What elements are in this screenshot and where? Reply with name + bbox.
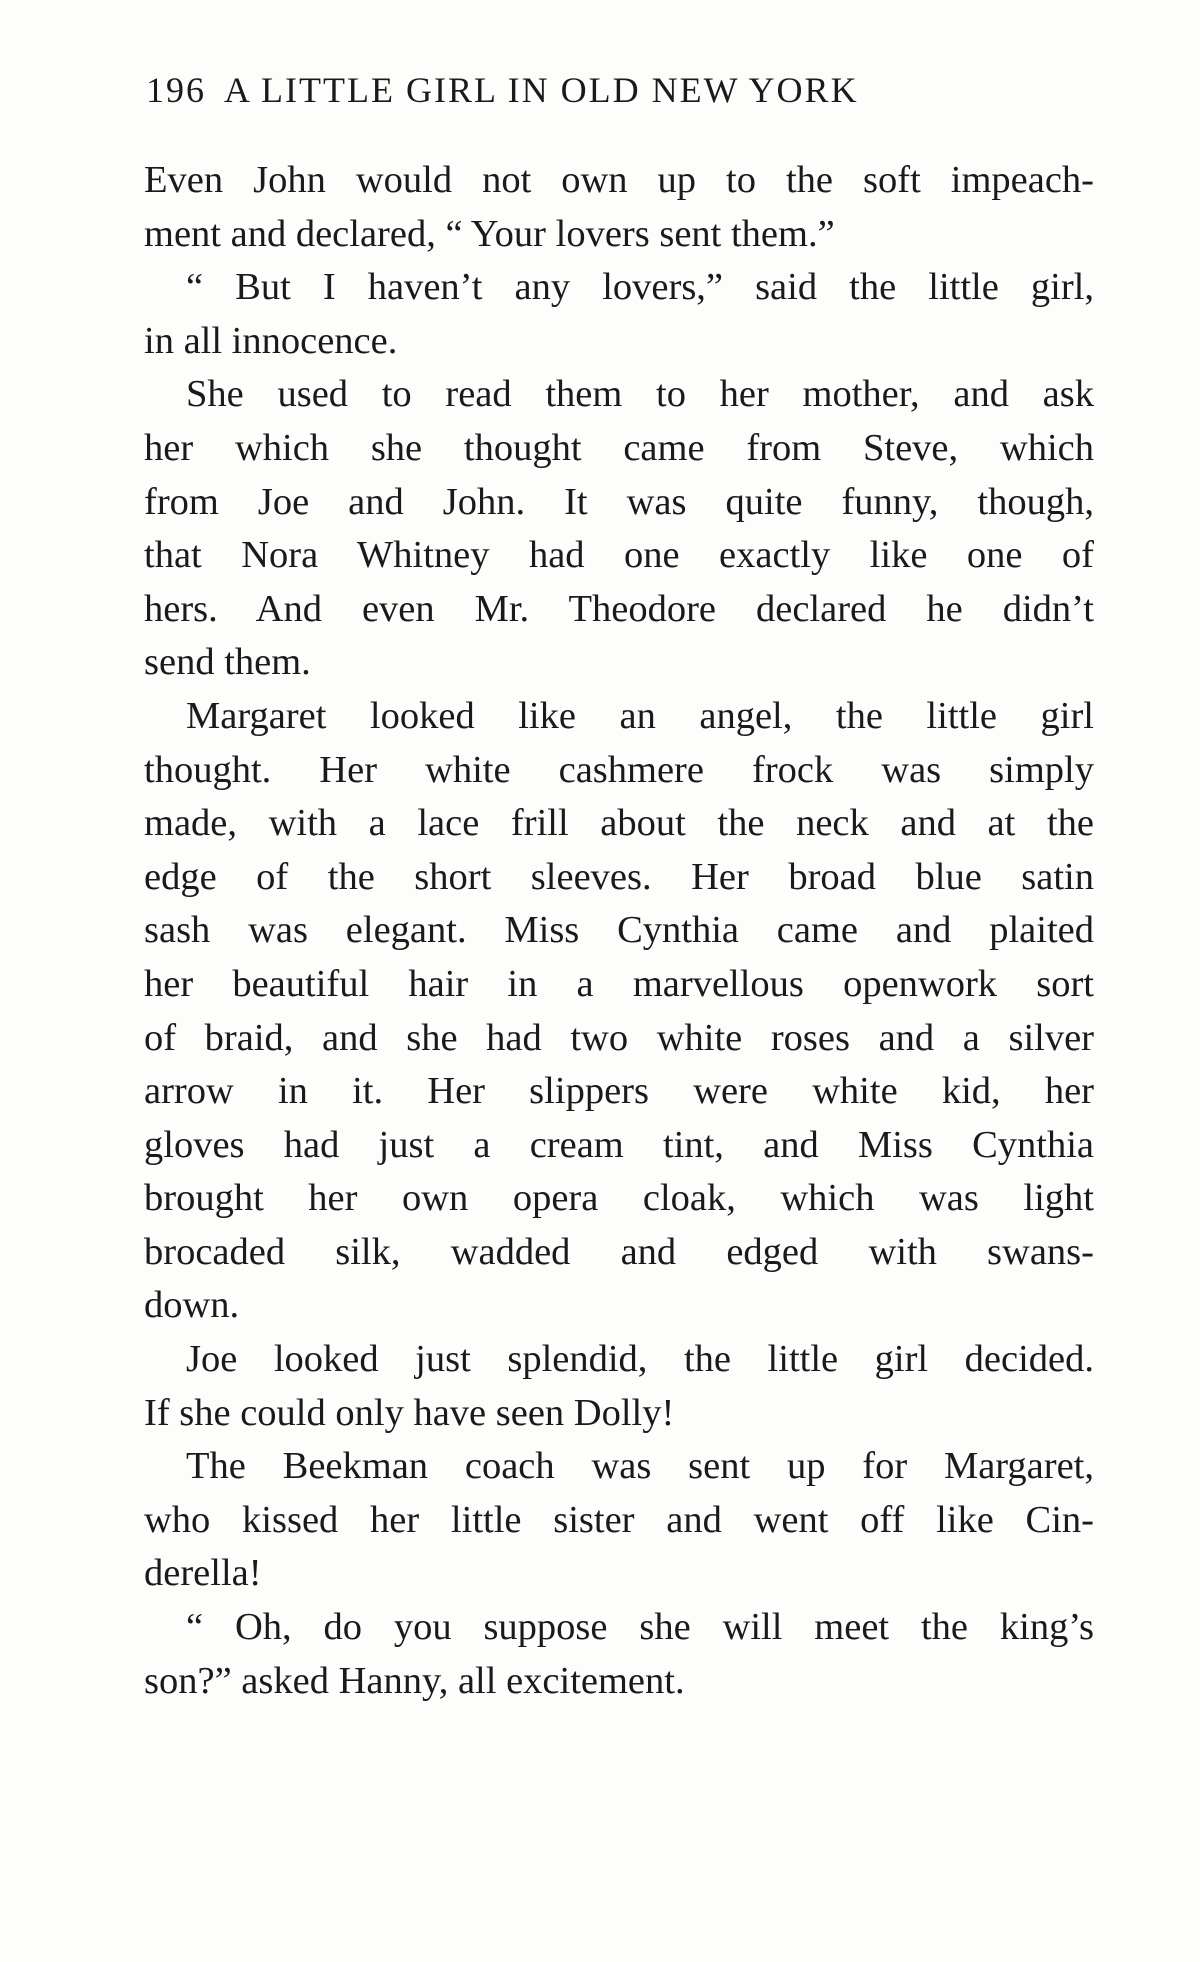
text-line: Joe looked just splendid, the little girl decided. bbox=[186, 1338, 1094, 1381]
text-line: down. bbox=[144, 1284, 240, 1327]
text-line: her beautiful hair in a marvellous openwork sort bbox=[144, 962, 1094, 1005]
text-line: Even John would not own up to the soft impeach- bbox=[144, 159, 1094, 201]
text-line: “ Oh, do you suppose she will meet the king’s bbox=[186, 1606, 1094, 1649]
text-line: hers. And even Mr. Theodore declared he didn’t bbox=[144, 587, 1094, 630]
text-line: arrow in it. Her slippers were white kid, her bbox=[144, 1070, 1094, 1113]
text-line: brought her own opera cloak, which was light bbox=[144, 1177, 1094, 1220]
text-line: Margaret looked like an angel, the little girl bbox=[186, 694, 1094, 737]
text-line: that Nora Whitney had one exactly like one of bbox=[144, 534, 1094, 577]
text-line: son?” asked Hanny, all excitement. bbox=[144, 1659, 685, 1702]
body-text bbox=[144, 154, 1094, 1708]
text-line: If she could only have seen Dolly! bbox=[144, 1391, 675, 1434]
text-line: thought. Her white cashmere frock was simply bbox=[144, 748, 1094, 791]
text-line: sash was elegant. Miss Cynthia came and plaited bbox=[144, 909, 1094, 952]
text-line: edge of the short sleeves. Her broad blue satin bbox=[144, 855, 1094, 898]
running-header bbox=[146, 66, 1066, 114]
text-line: “ But I haven’t any lovers,” said the little girl, bbox=[186, 266, 1094, 309]
text-line: derella! bbox=[144, 1552, 262, 1595]
running-title: A LITTLE GIRL IN OLD NEW YORK bbox=[224, 70, 859, 110]
text-line: from Joe and John. It was quite funny, though, bbox=[144, 480, 1094, 523]
text-line: send them. bbox=[144, 641, 311, 684]
text-line: who kissed her little sister and went off like Cin- bbox=[144, 1498, 1094, 1541]
text-line: in all innocence. bbox=[144, 319, 398, 362]
text-line: gloves had just a cream tint, and Miss Cynthia bbox=[144, 1123, 1094, 1166]
text-line: The Beekman coach was sent up for Margaret, bbox=[186, 1445, 1094, 1488]
text-line: of braid, and she had two white roses and a silver bbox=[144, 1016, 1094, 1059]
text-line: her which she thought came from Steve, which bbox=[144, 426, 1094, 469]
text-line: brocaded silk, wadded and edged with swans- bbox=[144, 1230, 1094, 1273]
page-number: 196 bbox=[146, 70, 206, 110]
text-line: made, with a lace frill about the neck and at the bbox=[144, 802, 1094, 845]
text-line: She used to read them to her mother, and ask bbox=[186, 373, 1094, 416]
text-line: ment and declared, “ Your lovers sent them.” bbox=[144, 212, 835, 255]
